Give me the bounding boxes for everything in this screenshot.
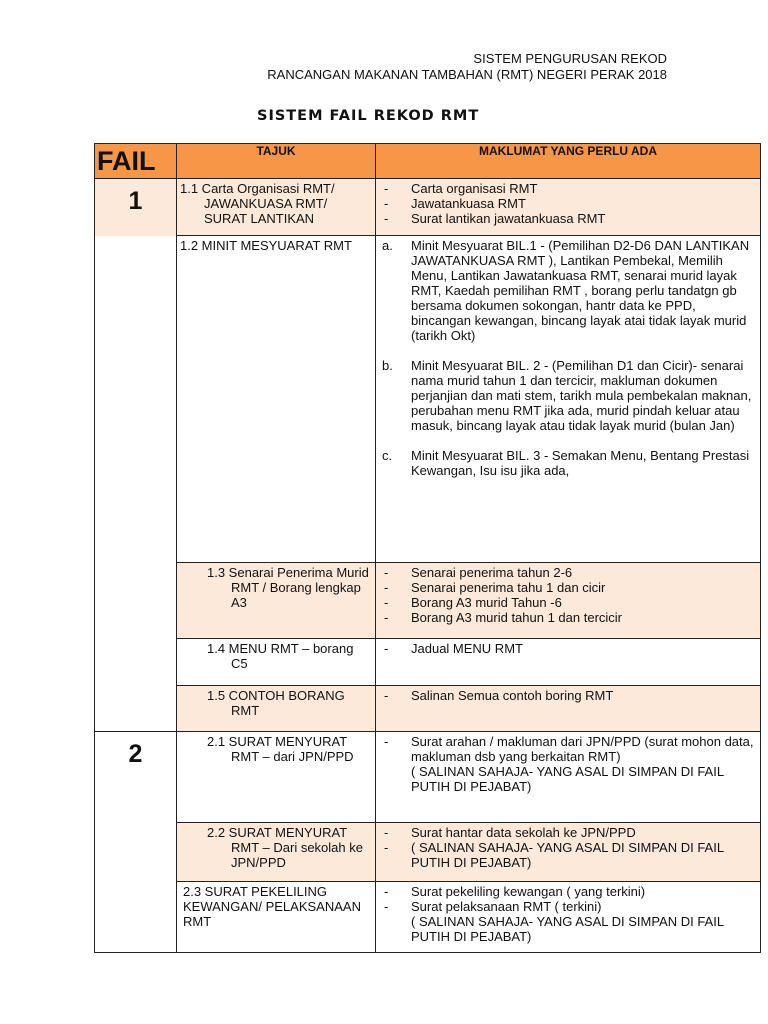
list-item: - Salinan Semua contoh boring RMT	[382, 688, 754, 703]
table-row-1-3	[95, 563, 761, 639]
topic-1-1: 1.1 Carta Organisasi RMT/ JAWANKUASA RMT/ SURAT LANTIKAN	[180, 181, 335, 226]
list-item: - Carta organisasi RMT	[382, 181, 754, 196]
document-title: SISTEM FAIL REKOD RMT	[257, 108, 480, 124]
list-item: - Surat pelaksanaan RMT ( terkini) ( SALINAN SAHAJA- YANG ASAL DI SIMPAN DI FAIL PUTIH DI PEJABAT)	[382, 899, 754, 944]
table-row-2-3	[95, 882, 761, 953]
list-item: - Jawatankuasa RMT	[382, 196, 754, 211]
topic-2-1: 2.1 SURAT MENYURAT RMT – dari JPN/PPD	[207, 734, 354, 764]
col-header-tajuk: TAJUK	[177, 144, 376, 179]
header-line-2: RANCANGAN MAKANAN TAMBAHAN (RMT) NEGERI PERAK 2018	[267, 67, 667, 82]
topic-2-3: 2.3 SURAT PEKELILING KEWANGAN/ PELAKSANAAN RMT	[177, 882, 376, 953]
info-1-2	[376, 236, 761, 563]
copy-note: ( SALINAN SAHAJA- YANG ASAL DI SIMPAN DI FAIL PUTIH DI PEJABAT)	[411, 764, 724, 794]
copy-note: ( SALINAN SAHAJA- YANG ASAL DI SIMPAN DI FAIL PUTIH DI PEJABAT)	[411, 914, 724, 944]
list-item: a. Minit Mesyuarat BIL.1 - (Pemilihan D2-D6 DAN LANTIKAN JAWATANKUASA RMT ), Lantikan Pembekal, Memilih Menu, Lantikan Jawatankuasa RMT, senarai murid layak RMT, Kaedah pemilihan RMT , borang perlu tandatgn gb bersama dokumen sokongan, hantr data ke PPD, bincangan kewangan, bincang layak atai tidak layak murid (tarikh Okt)	[382, 238, 750, 343]
list-item: - Surat lantikan jawatankuasa RMT	[382, 211, 754, 226]
list-item: - Surat hantar data sekolah ke JPN/PPD	[382, 825, 754, 840]
table-row-1-5	[95, 686, 761, 732]
list-item: - Borang A3 murid tahun 1 dan tercicir	[382, 610, 754, 625]
list-item: b. Minit Mesyuarat BIL. 2 - (Pemilihan D1 dan Cicir)- senarai nama murid tahun 1 dan tercicir, makluman dokumen perjanjian dan mati stem, tarikh mula pembekalan maknan, perubahan menu RMT jika ada, murid pindah keluar atau masuk, bincang layak atau tidak layak murid (bulan Jan)	[382, 358, 752, 433]
info-1-1	[376, 179, 761, 236]
topic-1-4: 1.4 MENU RMT – borang C5	[207, 641, 354, 671]
list-item: - Senarai penerima tahun 2-6	[382, 565, 754, 580]
table-header-row	[95, 144, 761, 179]
header-line-1: SISTEM PENGURUSAN REKOD	[473, 51, 667, 66]
topic-1-3: 1.3 Senarai Penerima Murid RMT / Borang lengkap A3	[207, 565, 369, 610]
topic-1-2: 1.2 MINIT MESYUARAT RMT	[177, 236, 376, 563]
table-row-2-1	[95, 732, 761, 823]
col-header-maklumat: MAKLUMAT YANG PERLU ADA	[376, 144, 761, 179]
record-file-table	[94, 143, 761, 953]
fail-number-1: 1	[95, 179, 177, 236]
info-2-3	[376, 882, 761, 953]
table-row-1-2	[95, 236, 761, 563]
doc-header	[267, 51, 667, 83]
fail-number-2: 2	[95, 732, 177, 823]
col-header-fail: FAIL	[95, 144, 177, 179]
info-2-2	[376, 823, 761, 882]
list-item: - Senarai penerima tahu 1 dan cicir	[382, 580, 754, 595]
topic-1-5: 1.5 CONTOH BORANG RMT	[207, 688, 345, 718]
table-row-2-2	[95, 823, 761, 882]
info-1-4	[376, 639, 761, 686]
list-item: - ( SALINAN SAHAJA- YANG ASAL DI SIMPAN DI FAIL PUTIH DI PEJABAT)	[382, 840, 754, 870]
list-item: - Jadual MENU RMT	[382, 641, 754, 656]
info-1-3	[376, 563, 761, 639]
topic-2-2: 2.2 SURAT MENYURAT RMT – Dari sekolah ke JPN/PPD	[207, 825, 363, 870]
list-item: - Surat pekeliling kewangan ( yang terkini)	[382, 884, 754, 899]
table-row-1-4	[95, 639, 761, 686]
list-item: - Surat arahan / makluman dari JPN/PPD (surat mohon data, makluman dsb yang berkaitan RMT) ( SALINAN SAHAJA- YANG ASAL DI SIMPAN DI FAIL PUTIH DI PEJABAT)	[382, 734, 754, 794]
list-item: - Borang A3 murid Tahun -6	[382, 595, 754, 610]
table-row-1-1	[95, 179, 761, 236]
list-item: c. Minit Mesyuarat BIL. 3 - Semakan Menu, Bentang Prestasi Kewangan, Isu isu jika ada,	[382, 448, 750, 478]
info-1-5	[376, 686, 761, 732]
info-2-1	[376, 732, 761, 823]
